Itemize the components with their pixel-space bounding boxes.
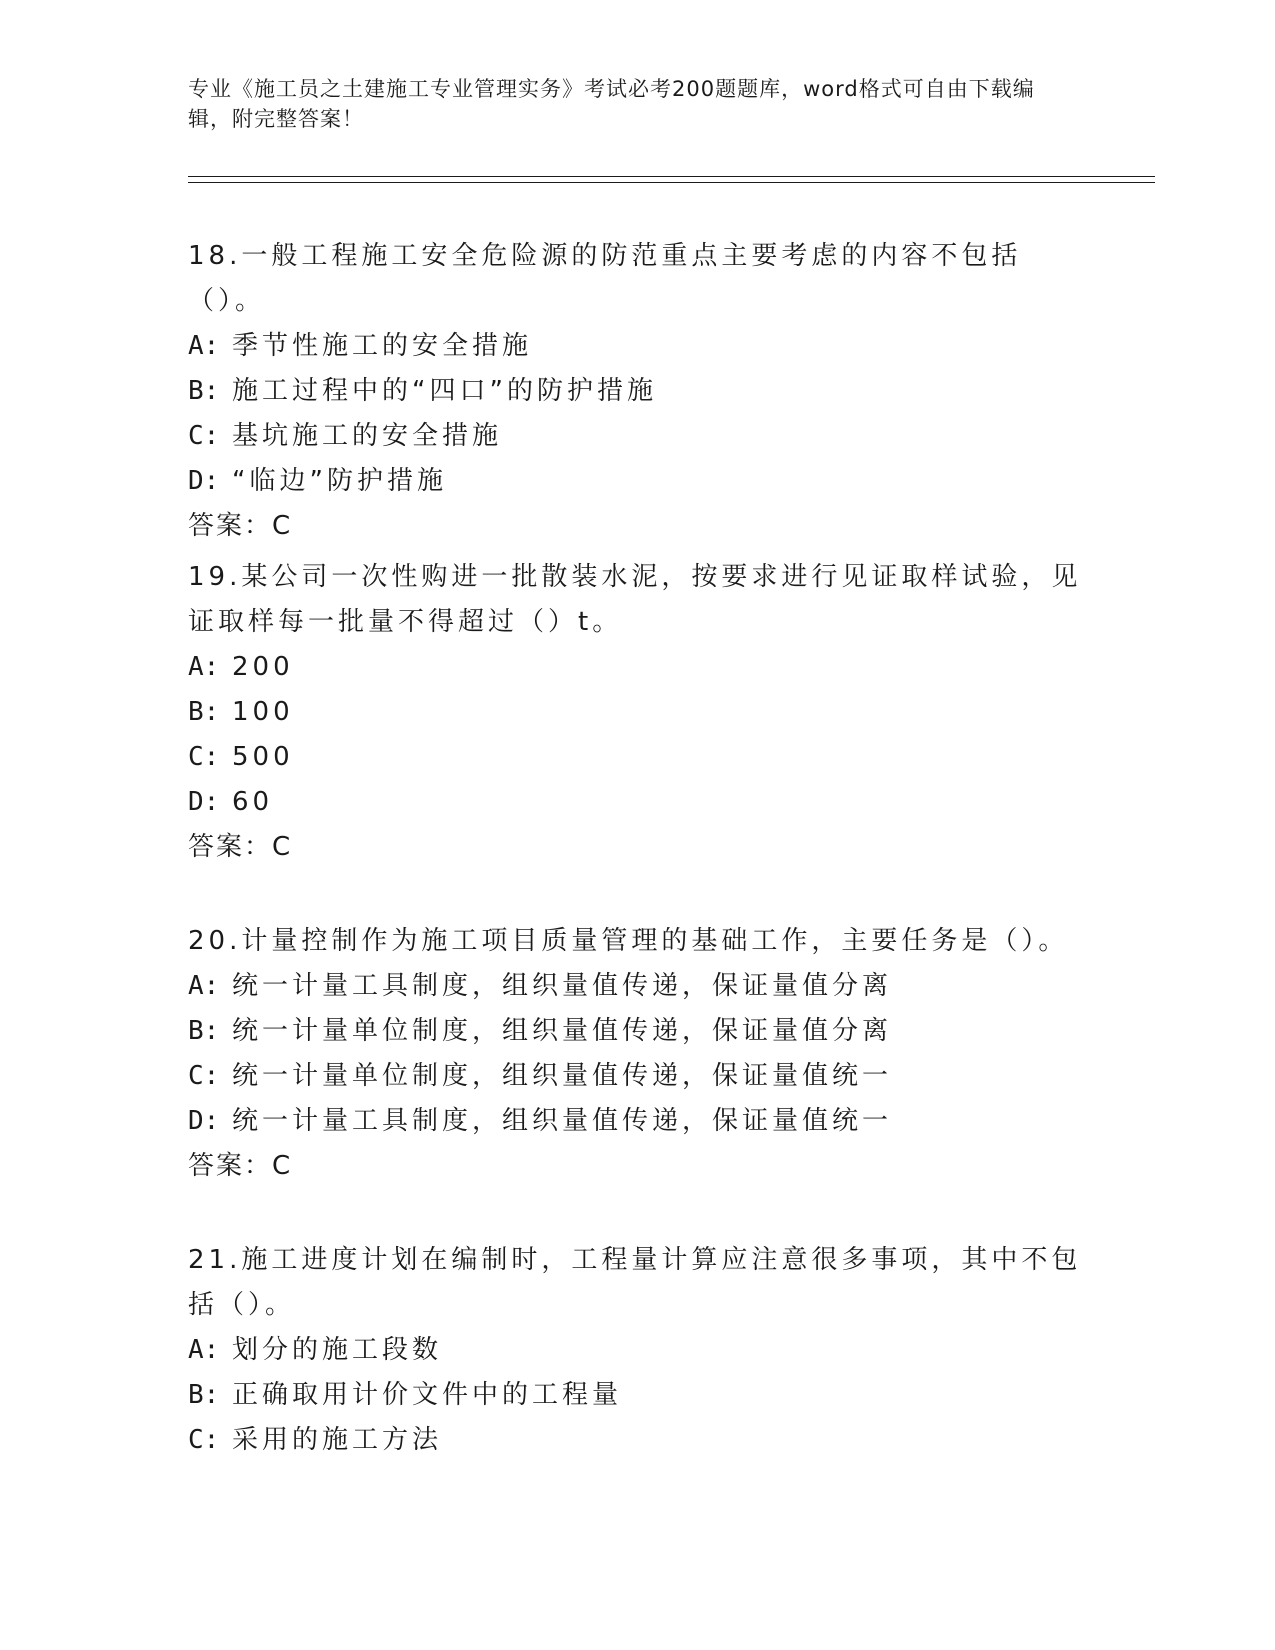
option-c bbox=[188, 735, 1088, 780]
option-text: 季节性施工的安全措施 bbox=[232, 331, 533, 361]
option-b bbox=[188, 1373, 1088, 1418]
option-a bbox=[188, 645, 1088, 690]
option-letter: B: bbox=[188, 376, 220, 406]
question-21 bbox=[188, 1238, 1088, 1463]
question-stem: 19.某公司一次性购进一批散装水泥，按要求进行见证取样试验，见证取样每一批量不得超过（）t。 bbox=[188, 562, 1082, 637]
option-letter: D: bbox=[188, 466, 220, 496]
option-letter: D: bbox=[188, 787, 220, 817]
option-a bbox=[188, 1328, 1088, 1373]
option-b bbox=[188, 690, 1088, 735]
question-stem: 21.施工进度计划在编制时，工程量计算应注意很多事项，其中不包括（）。 bbox=[188, 1245, 1082, 1320]
option-b bbox=[188, 1009, 1088, 1054]
option-text: 划分的施工段数 bbox=[232, 1335, 443, 1365]
option-a bbox=[188, 324, 1088, 369]
question-18 bbox=[188, 234, 1088, 549]
option-letter: C: bbox=[188, 1061, 220, 1091]
option-d bbox=[188, 459, 1088, 504]
option-text: 正确取用计价文件中的工程量 bbox=[232, 1380, 623, 1410]
option-d bbox=[188, 780, 1088, 825]
option-text: 基坑施工的安全措施 bbox=[232, 421, 503, 451]
question-stem: 18.一般工程施工安全危险源的防范重点主要考虑的内容不包括（）。 bbox=[188, 241, 1022, 316]
option-d bbox=[188, 1099, 1088, 1144]
option-text: 60 bbox=[232, 787, 274, 817]
header-divider-top bbox=[188, 176, 1155, 177]
header-divider-bottom bbox=[188, 182, 1155, 183]
option-text: 统一计量单位制度，组织量值传递，保证量值统一 bbox=[232, 1061, 893, 1091]
option-text: “临边”防护措施 bbox=[232, 466, 447, 496]
option-text: 统一计量工具制度，组织量值传递，保证量值统一 bbox=[232, 1106, 893, 1136]
option-text: 统一计量单位制度，组织量值传递，保证量值分离 bbox=[232, 1016, 893, 1046]
option-c bbox=[188, 414, 1088, 459]
option-letter: A: bbox=[188, 331, 220, 361]
answer: 答案：C bbox=[188, 511, 293, 541]
option-letter: C: bbox=[188, 1425, 220, 1455]
option-text: 100 bbox=[232, 697, 294, 727]
option-letter: B: bbox=[188, 1380, 220, 1410]
answer: 答案：C bbox=[188, 832, 293, 862]
question-20 bbox=[188, 919, 1088, 1189]
option-letter: C: bbox=[188, 742, 220, 772]
option-letter: B: bbox=[188, 1016, 220, 1046]
option-text: 统一计量工具制度，组织量值传递，保证量值分离 bbox=[232, 971, 893, 1001]
option-letter: C: bbox=[188, 421, 220, 451]
option-text: 500 bbox=[232, 742, 294, 772]
option-text: 施工过程中的“四口”的防护措施 bbox=[232, 376, 657, 406]
option-letter: D: bbox=[188, 1106, 220, 1136]
question-19 bbox=[188, 555, 1088, 870]
answer: 答案：C bbox=[188, 1151, 293, 1181]
option-text: 200 bbox=[232, 652, 294, 682]
option-letter: A: bbox=[188, 652, 220, 682]
option-letter: B: bbox=[188, 697, 220, 727]
question-stem: 20.计量控制作为施工项目质量管理的基础工作，主要任务是（）。 bbox=[188, 926, 1069, 956]
option-a bbox=[188, 964, 1088, 1009]
option-text: 采用的施工方法 bbox=[232, 1425, 443, 1455]
document-header: 专业《施工员之土建施工专业管理实务》考试必考200题题库，word格式可自由下载编辑，附完整答案！ bbox=[188, 77, 1035, 131]
option-c bbox=[188, 1054, 1088, 1099]
option-b bbox=[188, 369, 1088, 414]
option-letter: A: bbox=[188, 1335, 220, 1365]
option-c bbox=[188, 1418, 1088, 1463]
option-letter: A: bbox=[188, 971, 220, 1001]
